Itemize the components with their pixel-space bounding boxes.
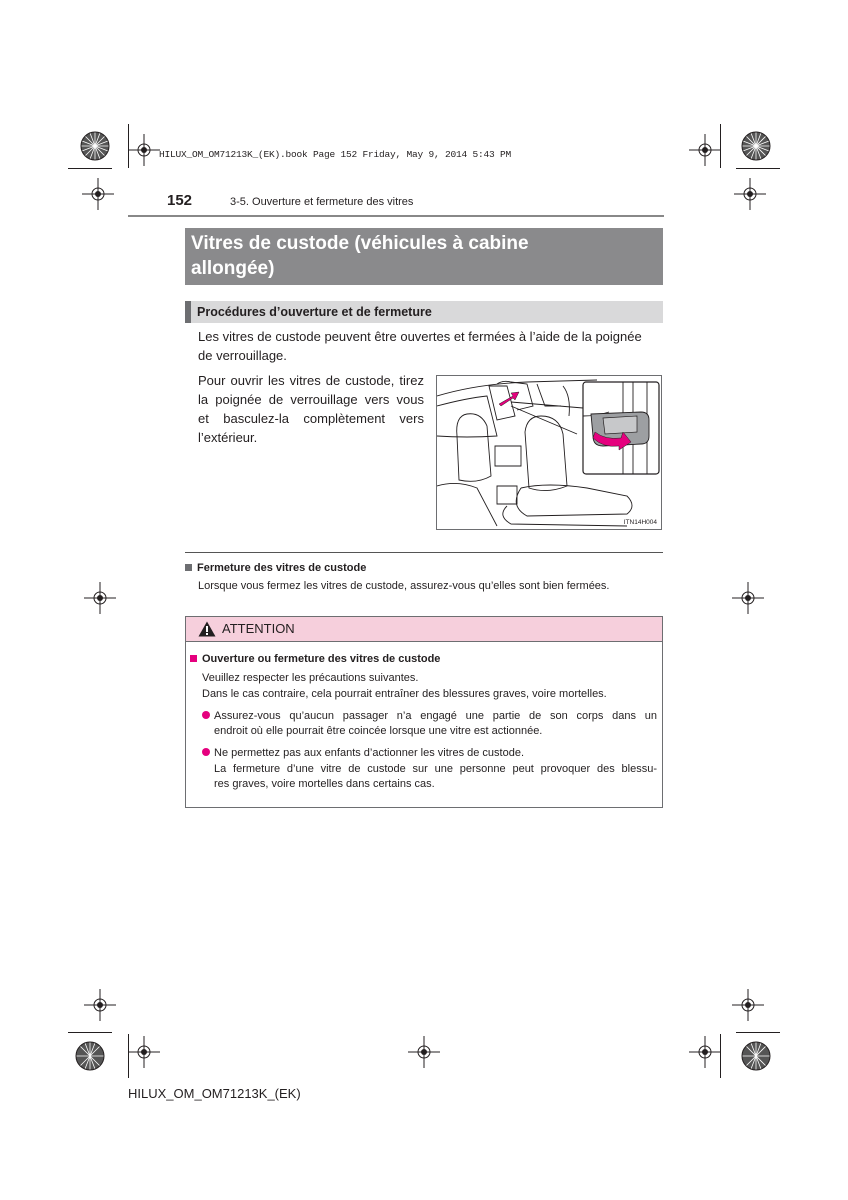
attention-header: [186, 617, 662, 642]
trim-line: [68, 168, 112, 169]
attention-bullet-text: Assurez-vous qu’aucun passager n’a engagé une partie de son corps dans un: [214, 710, 657, 722]
crosshair-mark-bottom-left: [128, 1036, 160, 1068]
instruction-line: Pour ouvrir les vitres de custode, tirez: [198, 373, 424, 388]
trim-line: [68, 1032, 112, 1033]
warning-triangle-icon: [198, 621, 216, 637]
section-reference: 3-5. Ouverture et fermeture des vitres: [230, 196, 414, 208]
intro-paragraph: [198, 327, 660, 365]
figure-id: ITN14H004: [623, 519, 657, 526]
header-rule: [128, 215, 664, 217]
instruction-line: la poignée de verrouillage vers vous: [198, 392, 424, 407]
registration-mark-top-right: [734, 124, 778, 168]
crosshair-mark-bottom-right: [689, 1036, 721, 1068]
attention-bullet-continuation: res graves, voire mortelles dans certains cas.: [214, 778, 435, 790]
attention-bullet-text: Ne permettez pas aux enfants d’actionner les vitres de custode.: [214, 747, 525, 759]
crosshair-mark-lower-right: [732, 989, 764, 1021]
pink-bullet-icon: [202, 748, 210, 756]
crosshair-mark-top-center: [128, 134, 160, 166]
note-text: Lorsque vous fermez les vitres de custode, assurez-vous qu’elles sont bien fermées.: [198, 580, 610, 592]
attention-bullet-line: [202, 709, 657, 724]
attention-bullet: [202, 746, 524, 761]
pink-bullet-icon: [202, 711, 210, 719]
square-bullet-icon: [185, 564, 192, 571]
attention-bullet-continuation: endroit où elle pourrait être coincée lorsque une vitre est actionnée.: [214, 725, 543, 737]
instruction-line: et basculez-la complètement vers: [198, 411, 424, 426]
section-title-line1: Vitres de custode (véhicules à cabine: [191, 233, 529, 254]
page-number: 152: [167, 192, 193, 209]
trim-line: [128, 1034, 129, 1078]
section-title-bar: [185, 228, 663, 285]
crosshair-mark-bottom-center: [408, 1036, 440, 1068]
attention-intro-line: Dans le cas contraire, cela pourrait entraîner des blessures graves, voire mortelles.: [202, 688, 607, 700]
trim-line: [720, 1034, 721, 1078]
instruction-line: l’extérieur.: [198, 430, 258, 445]
subsection-title: Procédures d’ouverture et de fermeture: [197, 305, 432, 319]
trim-line: [736, 1032, 780, 1033]
attention-bullet: [202, 709, 657, 724]
intro-line: Les vitres de custode peuvent être ouvertes et fermées à l’aide de la poignée: [198, 329, 642, 344]
crosshair-mark-upper-right: [734, 178, 766, 210]
square-bullet-icon: [190, 655, 197, 662]
crosshair-mark-mid-left: [84, 582, 116, 614]
crosshair-mark-lower-left: [84, 989, 116, 1021]
crosshair-mark-upper-left: [82, 178, 114, 210]
crosshair-mark-top-right: [689, 134, 721, 166]
trim-line: [736, 168, 780, 169]
attention-label: ATTENTION: [222, 621, 295, 636]
quarter-window-drawing: [437, 376, 661, 529]
attention-intro-line: Veuillez respecter les précautions suivantes.: [202, 672, 419, 684]
print-slug: HILUX_OM_OM71213K_(EK).book Page 152 Friday, May 9, 2014 5:43 PM: [159, 149, 512, 160]
registration-mark-top-left: [73, 124, 117, 168]
opening-instructions: [198, 371, 424, 447]
registration-mark-bottom-left: [68, 1034, 112, 1078]
trim-line: [128, 124, 129, 168]
attention-subheading: [190, 653, 440, 665]
registration-mark-bottom-right: [734, 1034, 778, 1078]
subsection-heading-bar: [185, 301, 663, 323]
note-heading-text: Fermeture des vitres de custode: [197, 562, 367, 574]
note-rule: [185, 552, 663, 553]
attention-subheading-text: Ouverture ou fermeture des vitres de custode: [202, 653, 441, 665]
intro-line: de verrouillage.: [198, 348, 287, 363]
quarter-window-illustration: [436, 375, 662, 530]
section-title-line2: allongée): [191, 258, 275, 279]
note-heading: [185, 562, 366, 574]
subsection-accent: [185, 301, 191, 323]
footer-book-code: HILUX_OM_OM71213K_(EK): [128, 1086, 301, 1101]
trim-line: [720, 124, 721, 168]
attention-bullet-continuation: La fermeture d’une vitre de custode sur une personne peut provoquer des blessu-: [214, 763, 657, 775]
crosshair-mark-mid-right: [732, 582, 764, 614]
